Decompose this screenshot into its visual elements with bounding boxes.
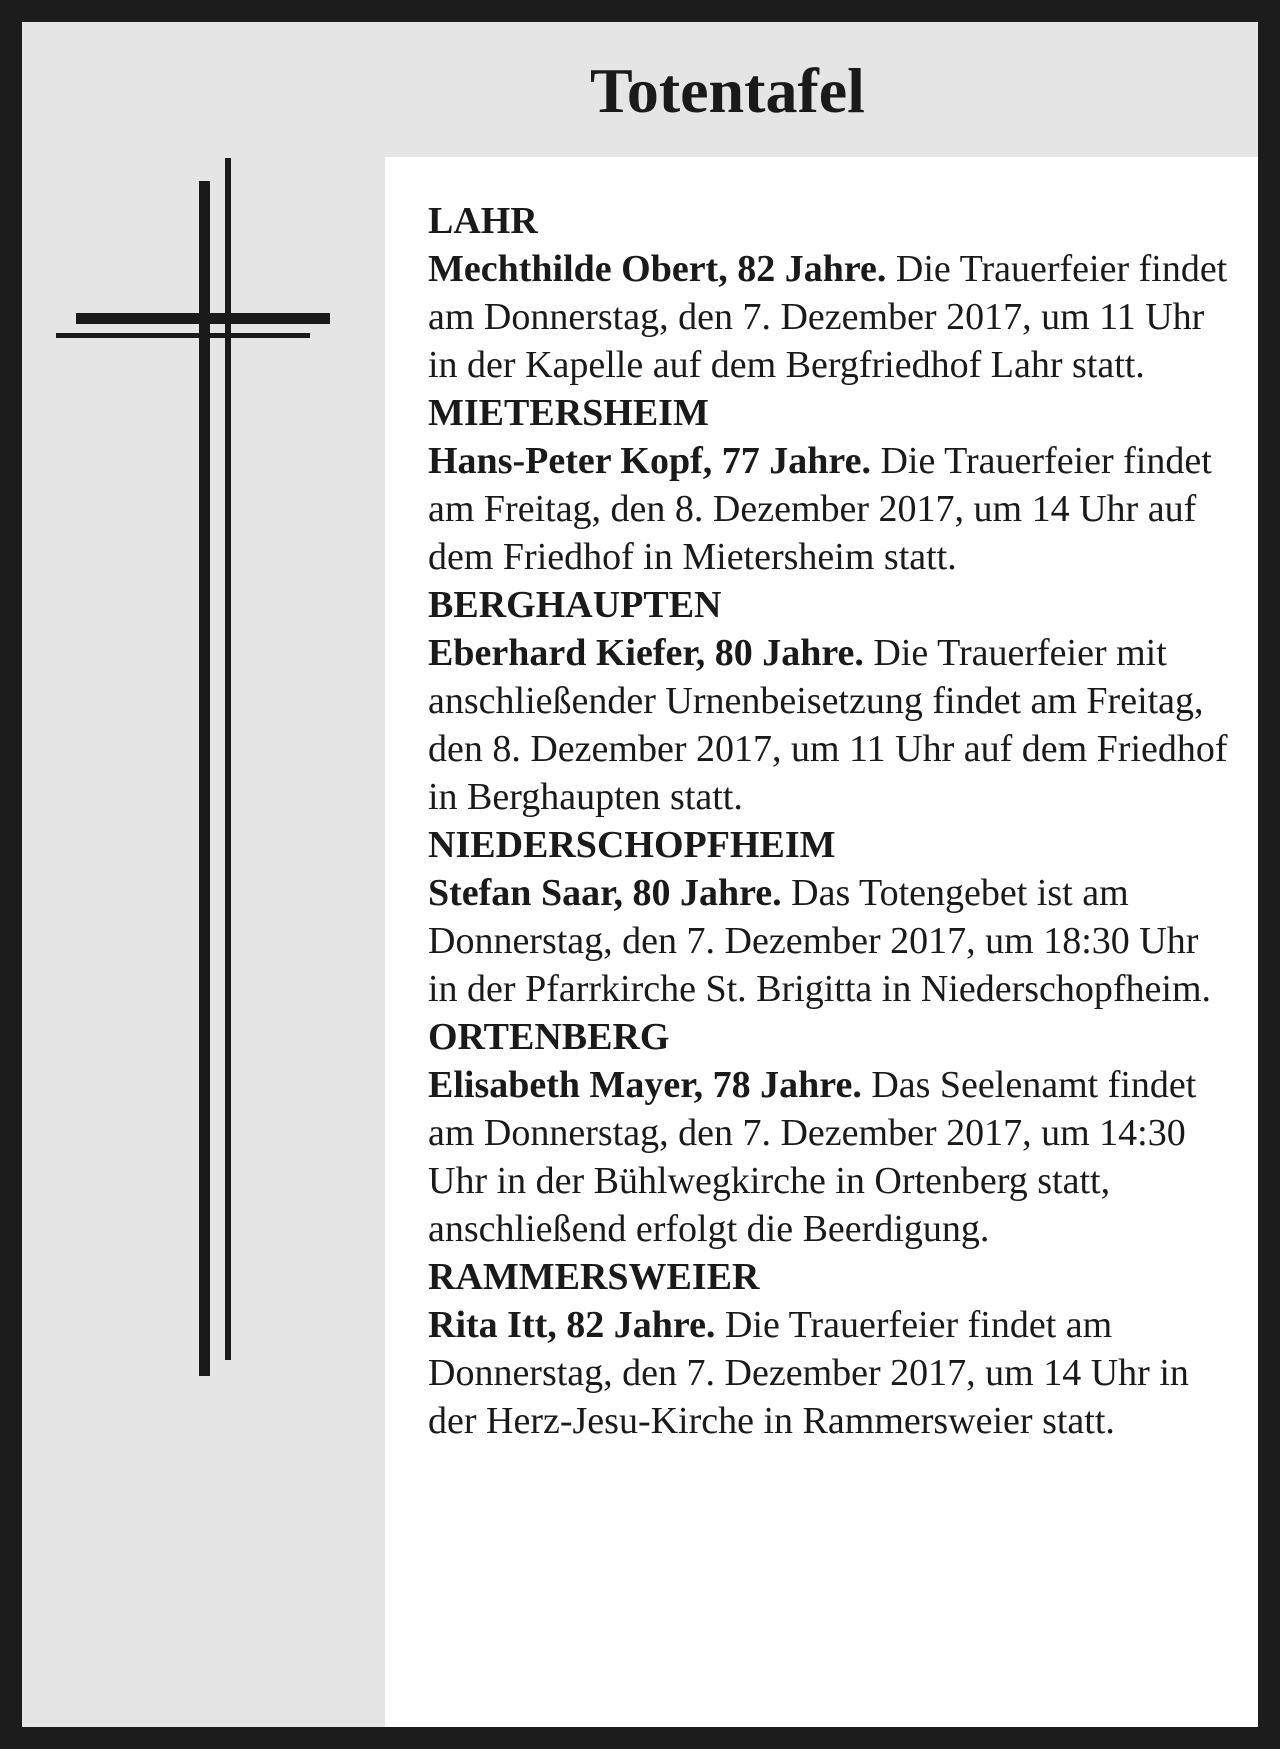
obituary-list: [428, 197, 1228, 1445]
entry-name: Eberhard Kiefer, 80 Jahre.: [428, 632, 864, 674]
obituary-entry: [428, 389, 1228, 581]
entry-name: Rita Itt, 82 Jahre.: [428, 1304, 716, 1346]
entry-place: BERGHAUPTEN: [428, 584, 722, 626]
entry-name: Mechthilde Obert, 82 Jahre.: [428, 248, 887, 290]
obituary-entry: [428, 581, 1228, 821]
obituary-entry: [428, 1013, 1228, 1253]
entry-name: Elisabeth Mayer, 78 Jahre.: [428, 1064, 862, 1106]
entry-name: Hans-Peter Kopf, 77 Jahre.: [428, 440, 871, 482]
entry-place: MIETERSHEIM: [428, 392, 709, 434]
entry-text: Die Trauerfeier findet am Freitag, den 8. Dezember 2017, um 14 Uhr auf dem Friedhof in Mietersheim statt.: [428, 440, 1212, 578]
entry-place: NIEDERSCHOPFHEIM: [428, 824, 836, 866]
entry-name: Stefan Saar, 80 Jahre.: [428, 872, 782, 914]
obituary-entry: [428, 1253, 1228, 1445]
entry-text: Die Trauerfeier mit anschließender Urnenbeisetzung findet am Freitag, den 8. Dezember 2017, um 11 Uhr auf dem Friedhof in Berghaupten statt.: [428, 632, 1228, 818]
entry-text: Die Trauerfeier findet am Donnerstag, den 7. Dezember 2017, um 14 Uhr in der Herz-Jesu-Kirche in Rammersweier statt.: [428, 1304, 1189, 1442]
obituary-entry: [428, 197, 1228, 389]
entry-text: Die Trauerfeier findet am Donnerstag, den 7. Dezember 2017, um 11 Uhr in der Kapelle auf dem Bergfriedhof Lahr statt.: [428, 248, 1228, 386]
entry-text: Das Totengebet ist am Donnerstag, den 7. Dezember 2017, um 18:30 Uhr in der Pfarrkirche St. Brigitta in Niederschopfheim.: [428, 872, 1212, 1010]
obituary-entry: [428, 821, 1228, 1013]
entry-place: LAHR: [428, 200, 538, 242]
entry-place: ORTENBERG: [428, 1016, 670, 1058]
entry-text: Das Seelenamt findet am Donnerstag, den 7. Dezember 2017, um 14:30 Uhr in der Bühlwegkirche in Ortenberg statt, anschließend erfolgt die Beerdigung.: [428, 1064, 1197, 1250]
page-title: Totentafel: [590, 55, 865, 126]
entry-place: RAMMERSWEIER: [428, 1256, 760, 1298]
